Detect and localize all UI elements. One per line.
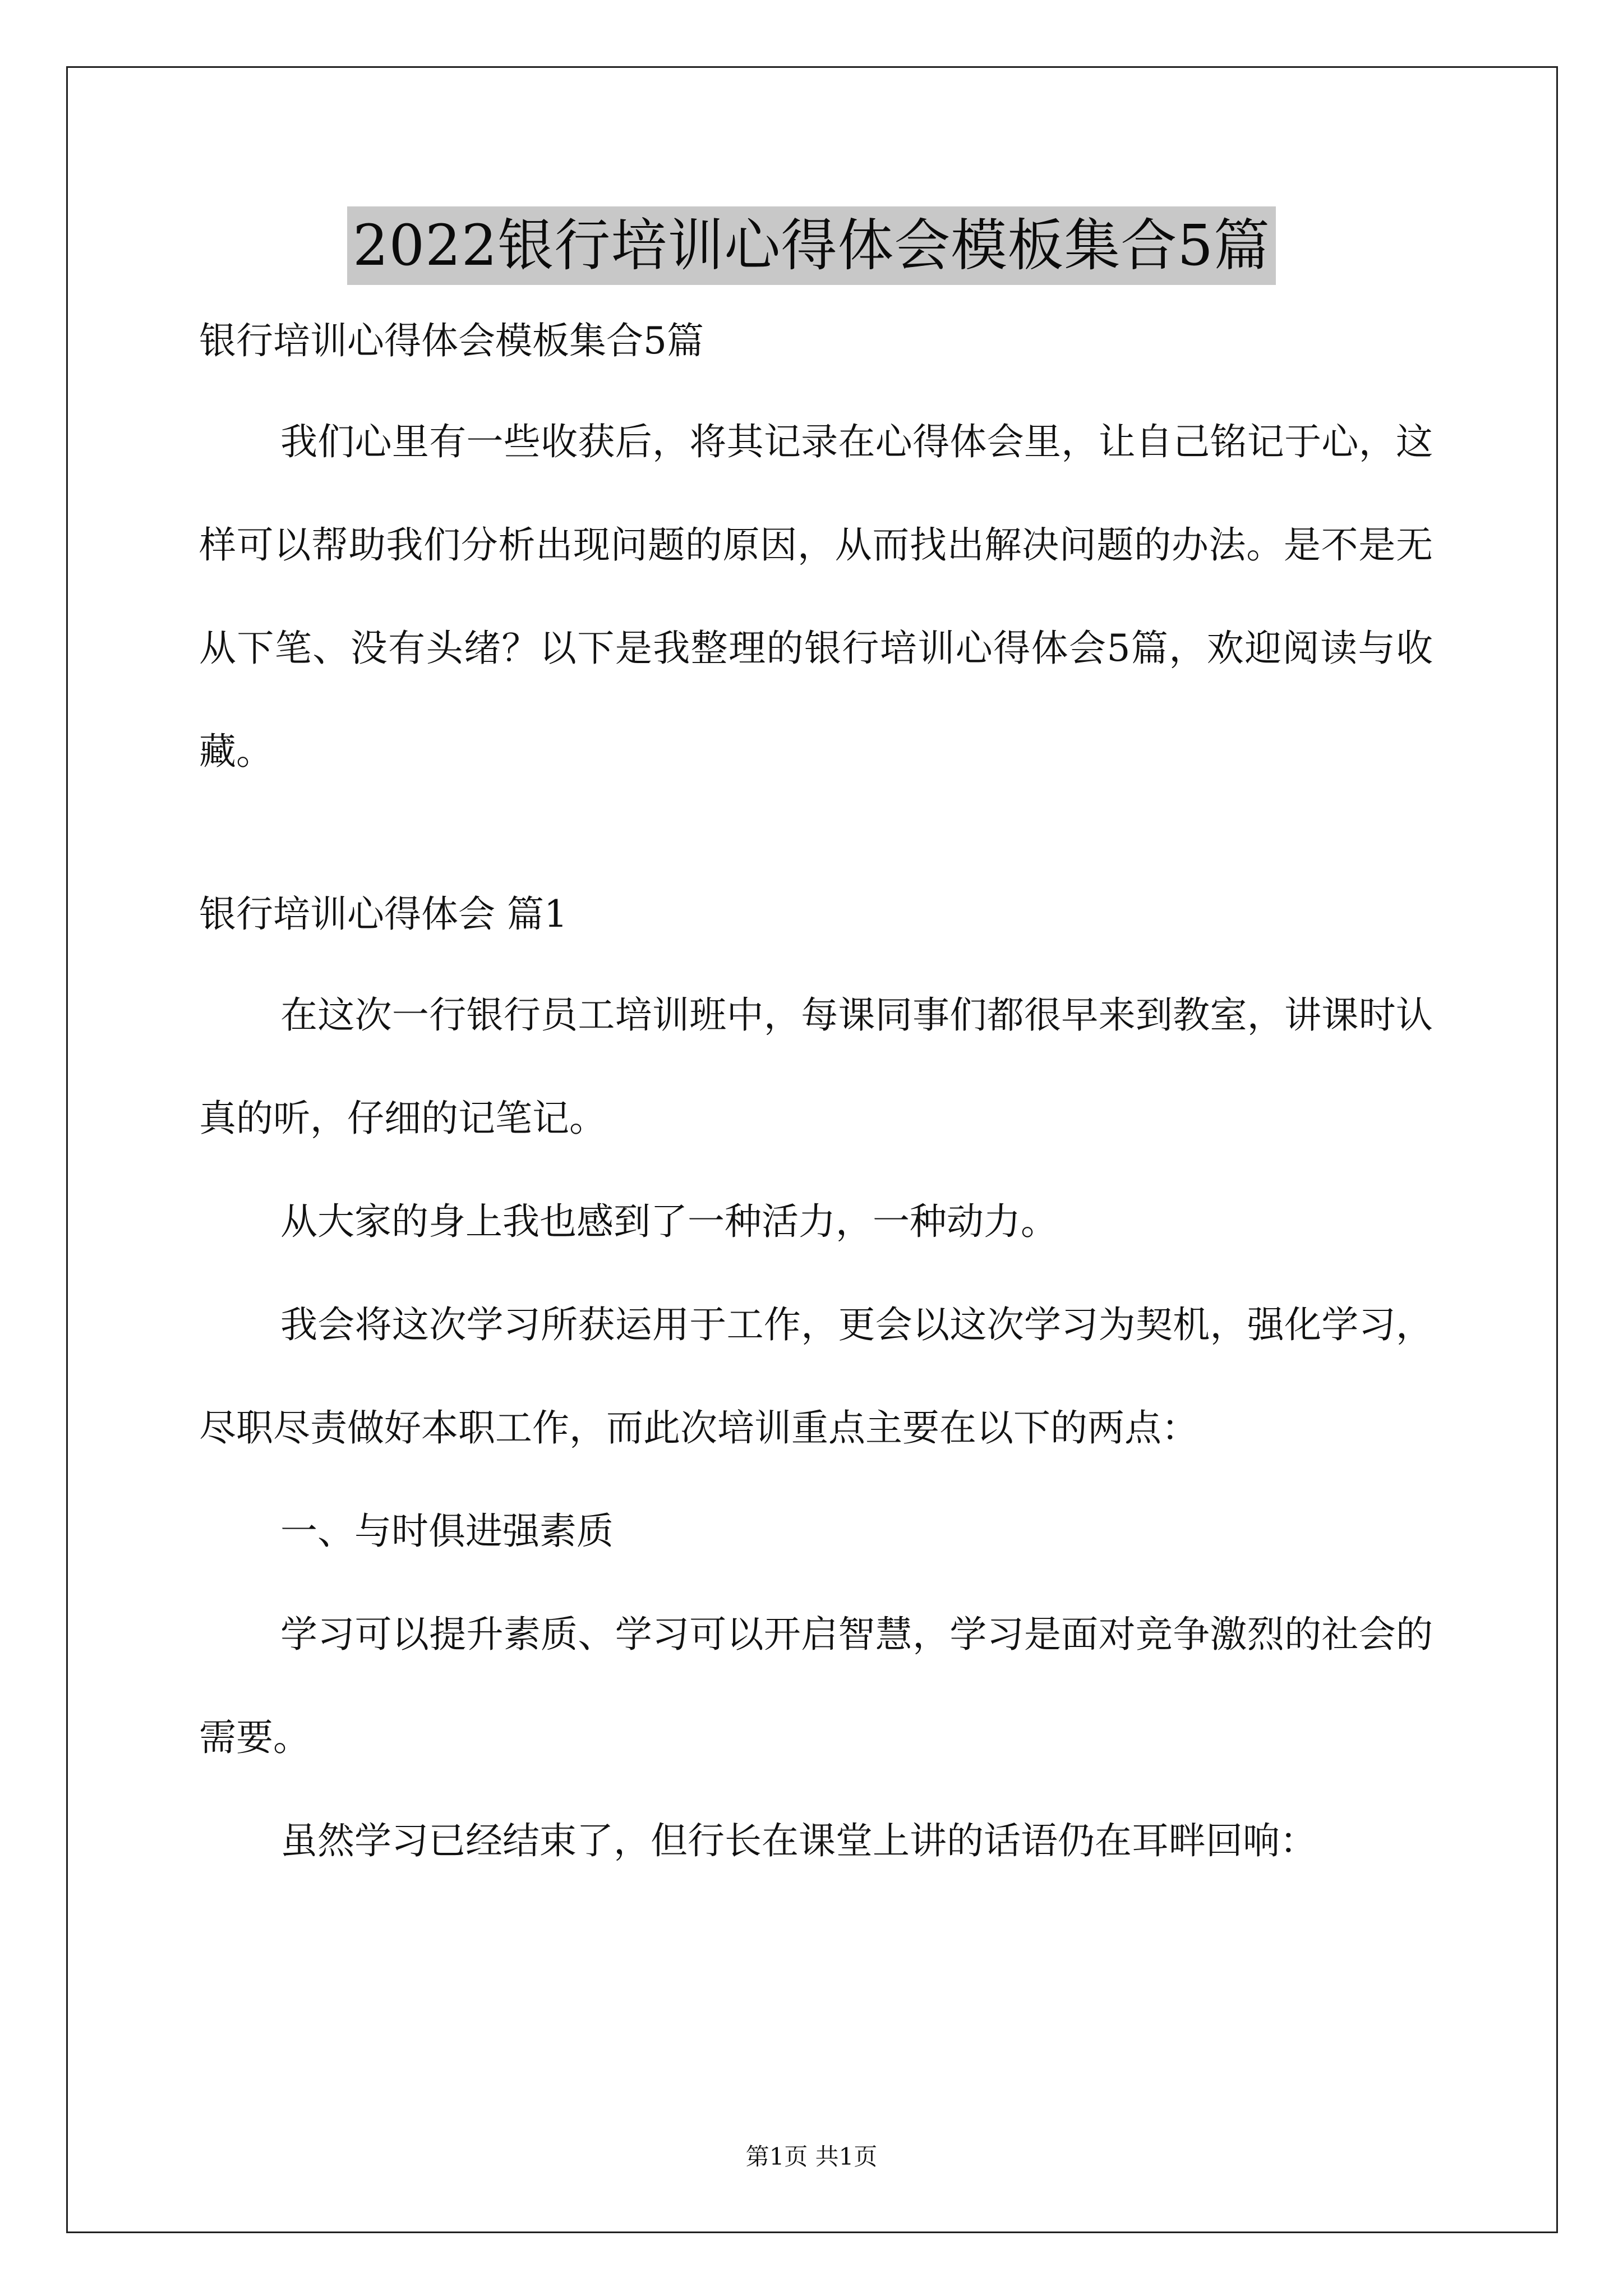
paragraph-5: 学习可以提升素质、学习可以开启智慧，学习是面对竞争激烈的社会的需要。 bbox=[199, 1613, 1433, 1759]
paragraph-6: 虽然学习已经结束了，但行长在课堂上讲的话语仍在耳畔回响： bbox=[280, 1819, 1317, 1862]
paragraph-4: 一、与时俱进强素质 bbox=[280, 1510, 614, 1553]
paragraph-2: 从大家的身上我也感到了一种活力，一种动力。 bbox=[280, 1200, 1058, 1243]
section-heading: 银行培训心得体会 篇1 bbox=[199, 892, 568, 936]
document-body bbox=[199, 314, 1433, 1893]
intro-paragraph: 我们心里有一些收获后，将其记录在心得体会里，让自己铭记于心，这样可以帮助我们分析出现问题的原因，从而找出解决问题的办法。是不是无从下笔、没有头绪？以下是我整理的银行培训心得体会5篇，欢迎阅读与收藏。 bbox=[199, 420, 1433, 773]
title-container bbox=[0, 206, 1623, 285]
document-title: 2022银行培训心得体会模板集合5篇 bbox=[347, 206, 1276, 285]
paragraph-3: 我会将这次学习所获运用于工作，更会以这次学习为契机，强化学习，尽职尽责做好本职工作，而此次培训重点主要在以下的两点： bbox=[199, 1303, 1433, 1450]
paragraph-1: 在这次一行银行员工培训班中，每课同事们都很早来到教室，讲课时认真的听，仔细的记笔记。 bbox=[199, 993, 1433, 1140]
page-footer: 第1页 共1页 bbox=[745, 2143, 878, 2170]
document-subtitle: 银行培训心得体会模板集合5篇 bbox=[199, 319, 704, 362]
